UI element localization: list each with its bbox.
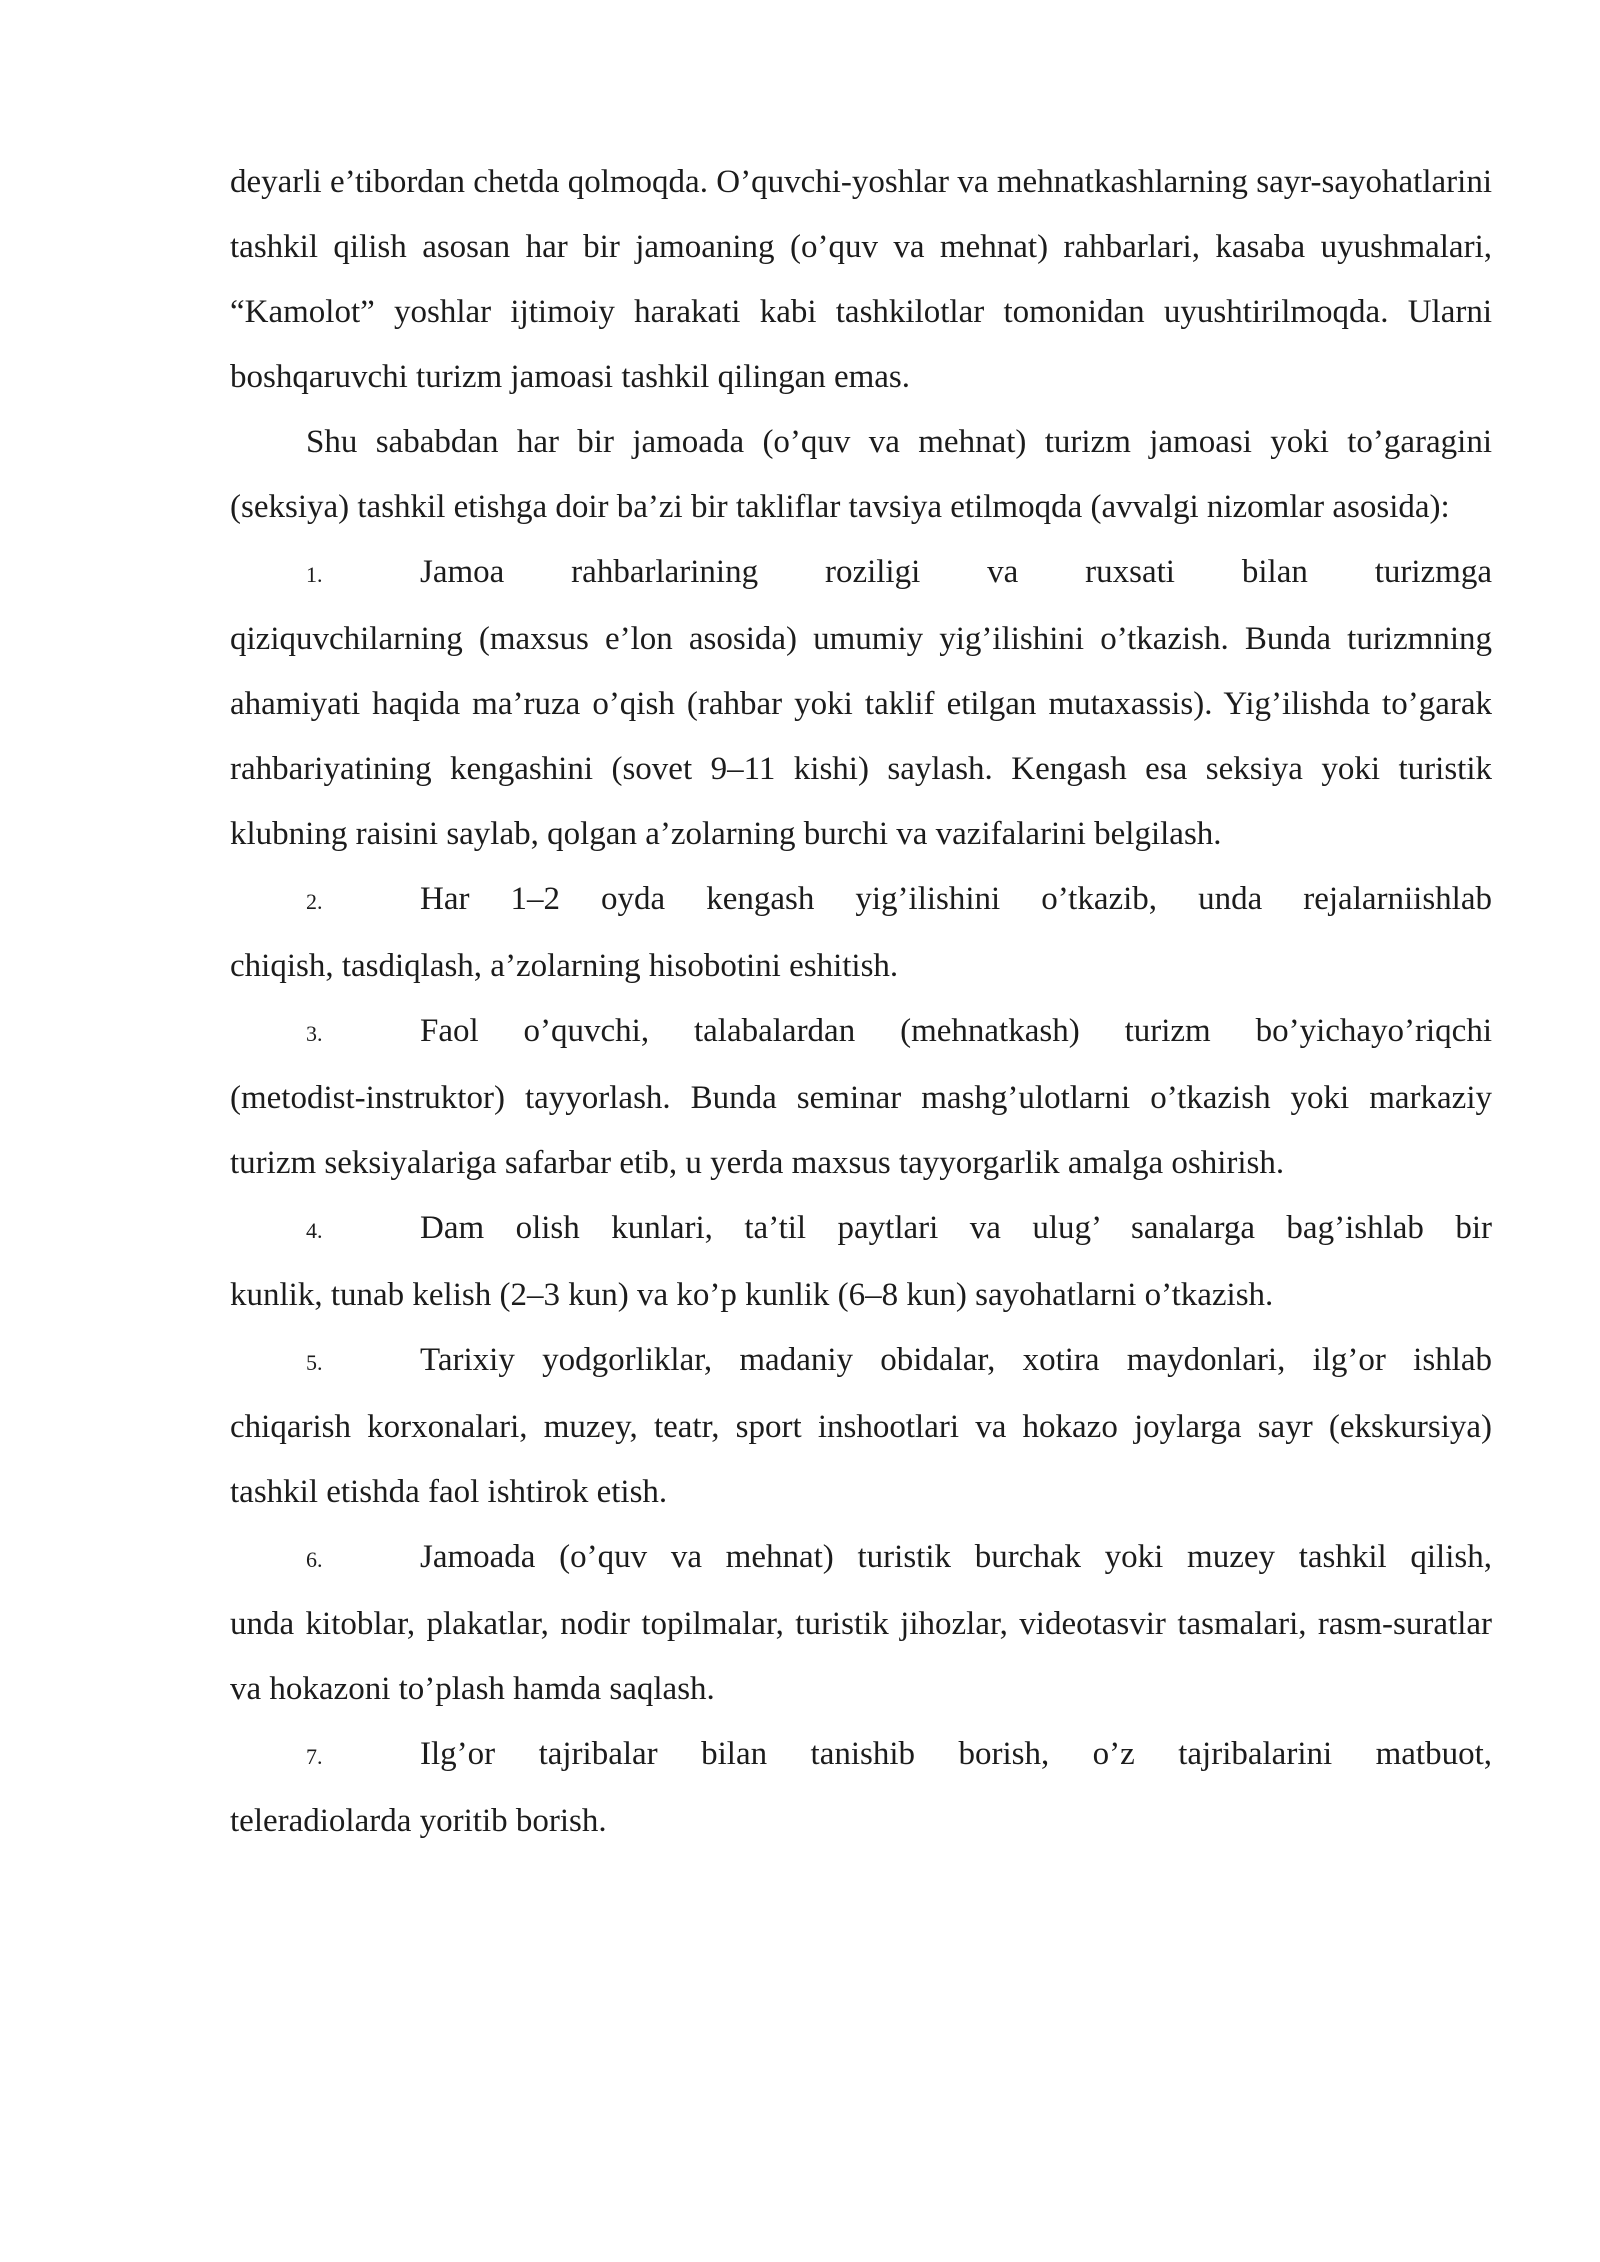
list-item-text: Dam olish kunlari, ta’til paytlari va ulug’ sanalarga bag’ishlab bir (420, 1210, 1492, 1246)
list-item-continuation: chiqish, tasdiqlash, a’zolarning hisobotini eshitish. (230, 948, 899, 984)
list-item (230, 1722, 1492, 1854)
list-item-continuation: qiziquvchilarning (maxsus e’lon asosida) umumiy yig’ilishini o’tkazish. Bunda turizmning ahamiyati haqida ma’ruza o’qish (rahbar yoki taklif etilgan mutaxassis). Yig’ilishda to’garak rahbariyatining kengashini (sovet 9–11 kishi) saylash. Kengash esa seksiya yoki turistik klubning raisini saylab, qolgan a’zolarning burchi va vazifalarini belgilash. (230, 621, 1492, 852)
list-item-continuation: unda kitoblar, plakatlar, nodir topilmalar, turistik jihozlar, videotasvir tasmalari, rasm-suratlar va hokazoni to’plash hamda saqlash. (230, 1606, 1492, 1707)
list-item (230, 1196, 1492, 1328)
body-paragraph: deyarli e’tibordan chetda qolmoqda. O’quvchi-yoshlar va mehnatkashlarning sayr-sayohatlarini tashkil qilish asosan har bir jamoaning (o’quv va mehnat) rahbarlari, kasaba uyushmalari, “Kamolot” yoshlar ijtimoiy harakati kabi tashkilotlar tomonidan uyushtirilmoqda. Ularni boshqaruvchi turizm jamoasi tashkil qilingan emas. (230, 164, 1492, 395)
list-item (230, 1525, 1492, 1722)
list-item-continuation: (metodist-instruktor) tayyorlash. Bunda seminar mashg’ulotlarni o’tkazish yoki markaziy turizm seksiyalariga safarbar etib, u yerda maxsus tayyorgarlik amalga oshirish. (230, 1080, 1492, 1181)
list-item-continuation: teleradiolarda yoritib borish. (230, 1803, 607, 1839)
list-item (230, 540, 1492, 867)
list-item-text: Jamoa rahbarlarining roziligi va ruxsati bilan turizmga (420, 554, 1492, 590)
list-item (230, 867, 1492, 999)
list-item-text: Ilg’or tajribalar bilan tanishib borish, o’z tajribalarini matbuot, (420, 1736, 1492, 1772)
list-item (230, 1328, 1492, 1525)
list-item-continuation: chiqarish korxonalari, muzey, teatr, sport inshootlari va hokazo joylarga sayr (ekskursiya) tashkil etishda faol ishtirok etish. (230, 1409, 1492, 1510)
list-item-number: 5. (306, 1350, 323, 1375)
list-item-number: 6. (306, 1547, 323, 1572)
list-item-number: 1. (306, 562, 323, 587)
list-item-text: Faol o’quvchi, talabalardan (mehnatkash) turizm bo’yichayo’riqchi (420, 1013, 1492, 1049)
document-page (230, 150, 1492, 1854)
list-item-number: 3. (306, 1021, 323, 1046)
list-item (230, 999, 1492, 1196)
list-item-text: Jamoada (o’quv va mehnat) turistik burchak yoki muzey tashkil qilish, (420, 1539, 1492, 1575)
body-paragraph: Shu sababdan har bir jamoada (o’quv va mehnat) turizm jamoasi yoki to’garagini (seksiya) tashkil etishga doir ba’zi bir takliflar tavsiya etilmoqda (avvalgi nizomlar asosida): (230, 424, 1492, 525)
list-item-continuation: kunlik, tunab kelish (2–3 kun) va ko’p kunlik (6–8 kun) sayohatlarni o’tkazish. (230, 1277, 1274, 1313)
list-item-number: 7. (306, 1744, 323, 1769)
list-item-text: Tarixiy yodgorliklar, madaniy obidalar, xotira maydonlari, ilg’or ishlab (420, 1342, 1492, 1378)
list-item-number: 2. (306, 889, 323, 914)
list-item-number: 4. (306, 1218, 323, 1243)
list-item-text: Har 1–2 oyda kengash yig’ilishini o’tkazib, unda rejalarniishlab (420, 881, 1492, 917)
